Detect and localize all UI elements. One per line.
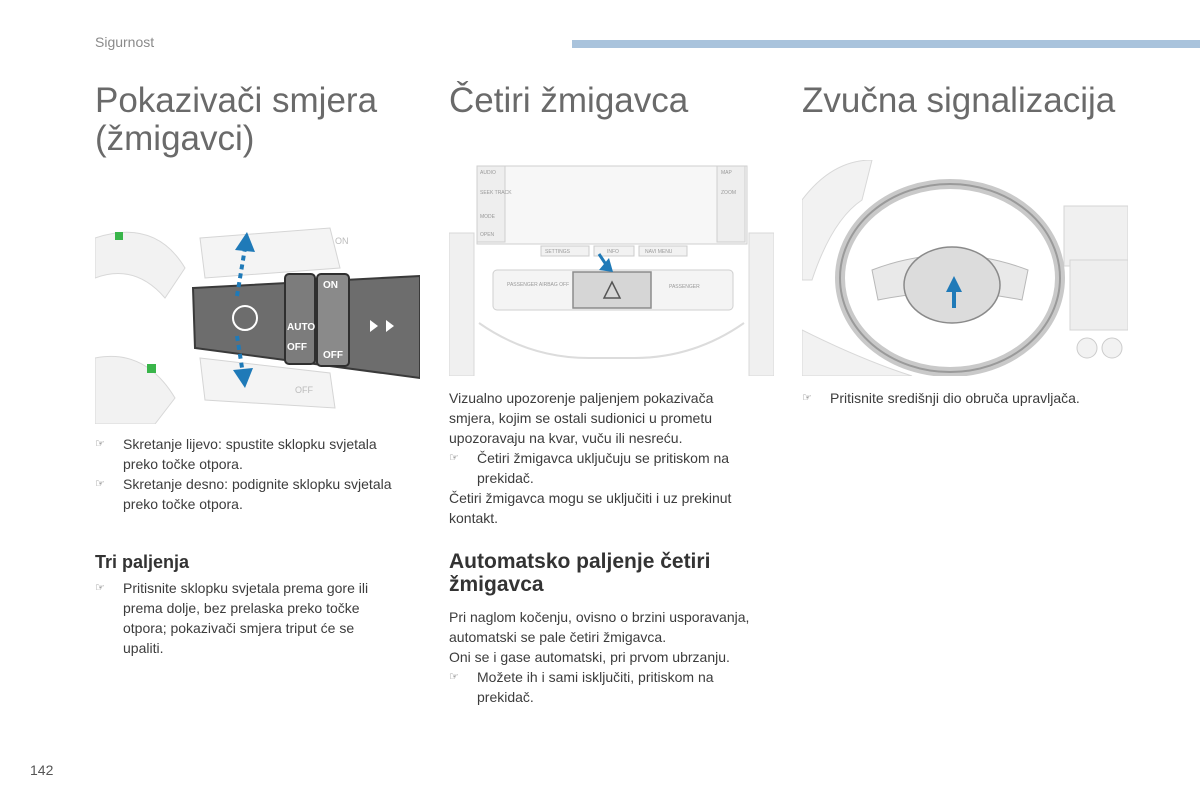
bullet-hazard-on: ☞ Četiri žmigavca uključuju se pritiskom na prekidač. — [449, 450, 730, 486]
col2-title: Četiri žmigavca — [449, 81, 689, 120]
hand-pointer-icon: ☞ — [802, 392, 812, 404]
col1-title — [95, 82, 377, 158]
col2-auto: Pri naglom kočenju, ovisno o brzini usporavanja, automatski se pale četiri žmigavca. Oni se i gase automatski, pri prvom ubrzanju. ☞ Možete ih i sami isključiti, pritiskom na prekidač. — [449, 607, 779, 707]
label-zoom: ZOOM — [721, 190, 736, 196]
label-audio: AUDIO — [480, 170, 496, 176]
hazard-switch-illustration — [449, 158, 774, 376]
bullet-hazard-off: ☞ Možete ih i sami isključiti, pritiskom na prekidač. — [449, 669, 714, 705]
hazard-button — [573, 272, 651, 308]
hand-pointer-icon: ☞ — [449, 671, 459, 683]
label-seek-track: SEEK TRACK — [480, 190, 512, 196]
hand-pointer-icon: ☞ — [95, 438, 105, 450]
hand-pointer-icon: ☞ — [95, 478, 105, 490]
label-passenger-airbag-off: PASSENGER AIRBAG OFF — [507, 282, 570, 288]
light-stalk-illustration — [95, 208, 420, 424]
hand-pointer-icon: ☞ — [95, 582, 105, 594]
subheading-automatsko: Automatsko paljenje četiri žmigavca — [449, 550, 711, 596]
page-number: 142 — [30, 762, 54, 778]
bullet-turn-left: ☞ Skretanje lijevo: spustite sklopku svjetala preko točke otpora. — [95, 436, 377, 472]
stalk-label-ghost-on: ON — [335, 236, 349, 246]
stalk-label-off: OFF — [287, 342, 307, 353]
stalk-label-auto: AUTO — [287, 322, 316, 333]
col1-bullets — [95, 434, 425, 514]
title-line-2: (žmigavci) — [95, 119, 255, 158]
col1-sub-bullet: ☞ Pritisnite sklopku svjetala prema gore ili prema dolje, bez prelaska preko točke otpora; pokazivači smjera triput će se upaliti. — [95, 580, 369, 656]
subheading-tri-paljenja: Tri paljenja — [95, 552, 190, 572]
label-info: INFO — [607, 249, 619, 255]
label-navi-menu: NAVI MENU — [645, 249, 673, 255]
header-accent-bar — [572, 40, 1200, 48]
title-line-1: Pokazivači smjera — [95, 81, 378, 120]
section-label: Sigurnost — [95, 34, 155, 50]
label-open: OPEN — [480, 232, 495, 238]
hand-pointer-icon: ☞ — [449, 452, 459, 464]
stalk-label-ghost-off: OFF — [295, 385, 313, 395]
col3-bullet: ☞ Pritisnite središnji dio obruča upravljača. — [802, 390, 1080, 406]
label-map: MAP — [721, 170, 732, 176]
col2-intro: Vizualno upozorenje paljenjem pokazivača smjera, kojim se ostali sudionici u prometu upozoravaju na kvar, vuču ili nesreću. ☞ Četiri žmigavca uključuju se pritiskom na prekidač. Četiri žmigavca mogu se uključiti i uz prekinut kontakt. — [449, 388, 779, 528]
label-mode: MODE — [480, 214, 495, 220]
label-settings: SETTINGS — [545, 249, 571, 255]
bullet-turn-right: ☞ Skretanje desno: podignite sklopku svjetala preko točke otpora. — [95, 476, 392, 512]
stalk-label-off-2: OFF — [323, 350, 343, 361]
stalk-label-on: ON — [323, 280, 338, 291]
col3-title: Zvučna signalizacija — [802, 81, 1116, 120]
steering-wheel-illustration — [802, 160, 1128, 376]
label-passenger: PASSENGER — [669, 284, 700, 290]
